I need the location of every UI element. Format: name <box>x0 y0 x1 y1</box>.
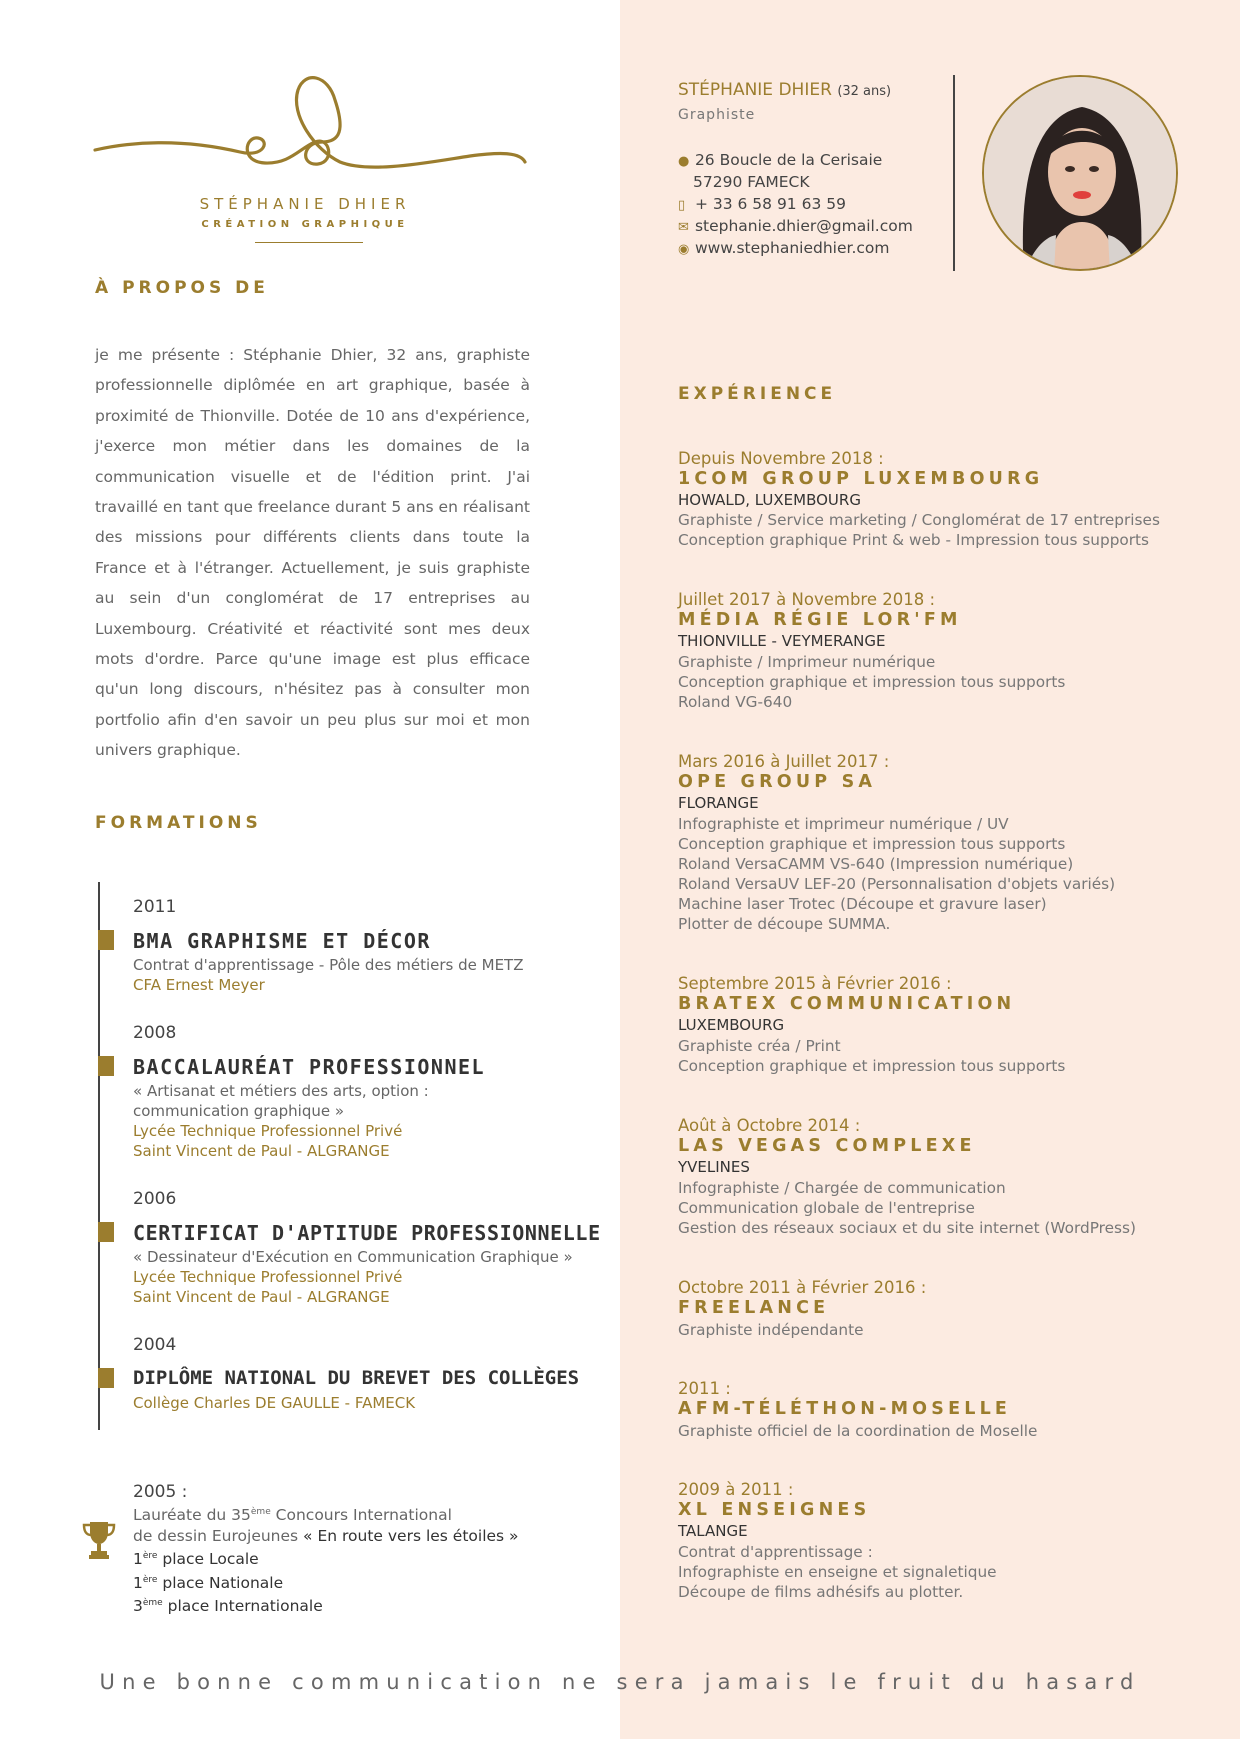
experience-location: YVELINES <box>678 1158 750 1176</box>
experience-detail: Graphiste indépendante <box>678 1321 864 1339</box>
logo-underline <box>255 242 363 243</box>
timeline-marker <box>98 1056 114 1076</box>
award-block <box>133 1482 519 1616</box>
timeline-marker <box>98 930 114 950</box>
experience-date: 2011 : <box>678 1379 731 1398</box>
trophy-icon <box>82 1520 116 1560</box>
envelope-icon: ✉ <box>678 220 689 235</box>
location-pin-icon: ● <box>678 154 690 169</box>
header-name: STÉPHANIE DHIER (32 ans) <box>678 80 892 100</box>
experience-date: 2009 à 2011 : <box>678 1480 794 1499</box>
experience-company: MÉDIA RÉGIE LOR'FM <box>678 610 962 630</box>
formation-school: Saint Vincent de Paul - ALGRANGE <box>133 1288 390 1306</box>
experience-detail: Roland VersaUV LEF-20 (Personnalisation d'objets variés) <box>678 875 1116 893</box>
award-place: 3ème place Internationale <box>133 1597 323 1616</box>
experience-date: Août à Octobre 2014 : <box>678 1116 861 1135</box>
award-place: 1ère place Nationale <box>133 1573 284 1592</box>
formations-title: FORMATIONS <box>95 813 262 833</box>
experience-detail: Plotter de découpe SUMMA. <box>678 915 891 933</box>
experience-detail: Gestion des réseaux sociaux et du site internet (WordPress) <box>678 1219 1136 1237</box>
experience-date: Juillet 2017 à Novembre 2018 : <box>678 590 936 609</box>
formation-detail: « Artisanat et métiers des arts, option : <box>133 1082 429 1100</box>
contact-phone: ▯ + 33 6 58 91 63 59 <box>678 195 846 213</box>
about-title: À PROPOS DE <box>95 278 269 298</box>
experience-company: FREELANCE <box>678 1298 830 1318</box>
experience-detail: Contrat d'apprentissage : <box>678 1543 873 1561</box>
formation-year: 2006 <box>133 1189 177 1209</box>
experience-date: Octobre 2011 à Février 2016 : <box>678 1278 927 1297</box>
experience-location: HOWALD, LUXEMBOURG <box>678 491 861 509</box>
award-year: 2005 : <box>133 1482 188 1502</box>
experience-detail: Conception graphique et impression tous supports <box>678 673 1066 691</box>
experience-detail: Roland VersaCAMM VS-640 (Impression numérique) <box>678 855 1074 873</box>
experience-company: 1COM GROUP LUXEMBOURG <box>678 469 1044 489</box>
experience-date: Mars 2016 à Juillet 2017 : <box>678 752 890 771</box>
formation-detail: « Dessinateur d'Exécution en Communication Graphique » <box>133 1248 573 1266</box>
experience-detail: Roland VG-640 <box>678 693 793 711</box>
experience-detail: Machine laser Trotec (Découpe et gravure laser) <box>678 895 1047 913</box>
award-place: 1ère place Locale <box>133 1550 259 1569</box>
formation-title: BACCALAURÉAT PROFESSIONNEL <box>133 1055 486 1079</box>
experience-detail: Graphiste officiel de la coordination de Moselle <box>678 1422 1038 1440</box>
logo-subtitle: CRÉATION GRAPHIQUE <box>201 219 409 230</box>
timeline-marker <box>98 1222 114 1242</box>
experience-detail: Infographiste en enseigne et signaletique <box>678 1563 997 1581</box>
globe-icon: ◉ <box>678 242 690 257</box>
formation-year: 2008 <box>133 1023 177 1043</box>
logo-name: STÉPHANIE DHIER <box>199 195 411 213</box>
experience-title: EXPÉRIENCE <box>678 384 837 404</box>
experience-company: BRATEX COMMUNICATION <box>678 994 1016 1014</box>
signature-logo <box>90 70 530 185</box>
experience-detail: Graphiste / Service marketing / Conglomérat de 17 entreprises <box>678 511 1160 529</box>
contact-address: ● 26 Boucle de la Cerisaie <box>678 151 883 169</box>
experience-detail: Infographiste et imprimeur numérique / UV <box>678 815 1009 833</box>
formation-year: 2004 <box>133 1335 177 1355</box>
award-line: de dessin Eurojeunes « En route vers les étoiles » <box>133 1526 519 1545</box>
experience-detail: Graphiste créa / Print <box>678 1037 841 1055</box>
formation-school: Collège Charles DE GAULLE - FAMECK <box>133 1394 416 1412</box>
experience-detail: Graphiste / Imprimeur numérique <box>678 653 936 671</box>
experience-detail: Infographiste / Chargée de communication <box>678 1179 1006 1197</box>
experience-company: LAS VEGAS COMPLEXE <box>678 1136 976 1156</box>
about-text: je me présente : Stéphanie Dhier, 32 ans, graphiste professionnelle diplômée en art graphique, basée à proximité de Thionville. Dotée de 10 ans d'expérience, j'exerce mon métier dans les domaines de la communication visuelle et de l'édition print. J'ai travaillé en tant que freelance durant 5 ans en réalisant des missions pour différents clients dans toute la France et à l'étranger. Actuellement, je suis graphiste au sein d'un conglomérat de 17 entreprises au Luxembourg. Créativité et réactivité sont mes deux mots d'ordre. Parce qu'une image est plus efficace qu'un long discours, n'hésitez pas à consulter mon portfolio afin d'en savoir un peu plus sur moi et mon univers graphique. <box>95 346 530 760</box>
formation-title: DIPLÔME NATIONAL DU BREVET DES COLLÈGES <box>133 1367 580 1389</box>
experience-company: OPE GROUP SA <box>678 772 877 792</box>
contact-website[interactable]: ◉ www.stephaniedhier.com <box>678 239 890 257</box>
formation-detail: communication graphique » <box>133 1102 345 1120</box>
experience-location: THIONVILLE - VEYMERANGE <box>678 632 886 650</box>
contact-address-line2: 57290 FAMECK <box>693 173 810 191</box>
formation-year: 2011 <box>133 897 177 917</box>
experience-company: XL ENSEIGNES <box>678 1500 871 1520</box>
header-divider <box>953 75 955 271</box>
formation-detail: Contrat d'apprentissage - Pôle des métiers de METZ <box>133 956 524 974</box>
experience-date: Depuis Novembre 2018 : <box>678 449 884 468</box>
header-role: Graphiste <box>678 107 756 123</box>
formation-title: CERTIFICAT D'APTITUDE PROFESSIONNELLE <box>133 1221 601 1245</box>
formation-school: Saint Vincent de Paul - ALGRANGE <box>133 1142 390 1160</box>
experience-detail: Conception graphique et impression tous supports <box>678 835 1066 853</box>
experience-date: Septembre 2015 à Février 2016 : <box>678 974 952 993</box>
timeline-line <box>98 882 100 1430</box>
experience-detail: Conception graphique Print & web - Impression tous supports <box>678 531 1150 549</box>
experience-location: FLORANGE <box>678 794 759 812</box>
profile-photo <box>982 75 1178 271</box>
experience-location: TALANGE <box>678 1522 748 1540</box>
formation-title: BMA GRAPHISME ET DÉCOR <box>133 929 431 953</box>
experience-location: LUXEMBOURG <box>678 1016 785 1034</box>
experience-detail: Découpe de films adhésifs au plotter. <box>678 1583 964 1601</box>
experience-detail: Communication globale de l'entreprise <box>678 1199 975 1217</box>
motto: Une bonne communication ne sera jamais le fruit du hasard <box>99 1670 1141 1694</box>
formation-school: Lycée Technique Professionnel Privé <box>133 1122 403 1140</box>
award-line: Lauréate du 35ème Concours International <box>133 1506 452 1525</box>
formation-school: CFA Ernest Meyer <box>133 976 265 994</box>
experience-company: AFM-TÉLÉTHON-MOSELLE <box>678 1399 1012 1419</box>
formation-school: Lycée Technique Professionnel Privé <box>133 1268 403 1286</box>
experience-detail: Conception graphique et impression tous supports <box>678 1057 1066 1075</box>
contact-email[interactable]: ✉ stephanie.dhier@gmail.com <box>678 217 913 235</box>
timeline-marker <box>98 1368 114 1388</box>
phone-icon: ▯ <box>678 198 686 213</box>
